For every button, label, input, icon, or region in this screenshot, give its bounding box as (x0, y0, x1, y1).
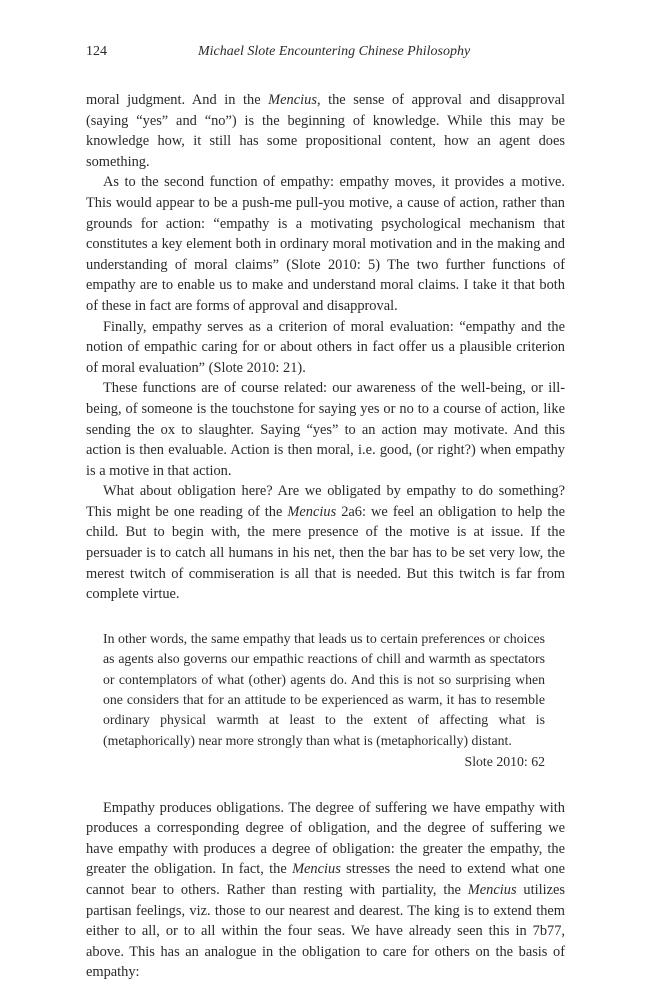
italic-title: Mencius (268, 92, 317, 108)
italic-title: Mencius (287, 503, 337, 520)
page-body (86, 90, 565, 983)
paragraph-second-function: As to the second function of empathy: empathy moves, it provides a motive. This would appear to be a push-me pull-you motive, a cause of action, rather than grounds for action: “empathy is a motivating psychological mechanism that constitutes a key element both in ordinary moral motivation and in the making and understanding of moral claims” (Slote 2010: 5) The two further functions of empathy are to enable us to make and understand moral claims. I take it that both of these in fact are forms of approval and disapproval. (86, 174, 565, 314)
text-span: 2a6: we feel an obligation to help the child. But to begin with, the mere presence of the motive is at issue. If the persuader is to catch all humans in his net, then the bar has to be set very low, the merest twitch of commiseration is all that is needed. But this twitch is far from complete virtue. (86, 503, 565, 603)
italic-title: Mencius (467, 882, 517, 899)
page-number: 124 (86, 44, 107, 59)
paragraph-produces-obligations (86, 798, 565, 983)
block-quote-citation: Slote 2010: 62 (464, 754, 545, 770)
text-span: utilizes partisan feelings, viz. those to our nearest and dearest. The king is to extend them either to all, or to all within the four seas. We have already seen this in 7b77, above. This has an analogue in the obligation to care for others on the basis of empathy: (86, 882, 565, 981)
running-head: Michael Slote Encountering Chinese Philosophy (198, 44, 471, 59)
block-quote-text: In other words, the same empathy that leads us to certain preferences or choices as agents also governs our empathic reactions of chill and warmth as spectators or contemplators of what (other) agents do. And this is not so surprising when one considers that for an attitude to be experienced as warm, it has to resemble ordinary physical warmth at least to the extent of affecting what is (metaphorically) near more strongly than what is (metaphorically) distant. (103, 630, 545, 748)
text-span: stresses the need to extend what one cannot bear to others. Rather than resting with partiality, the (86, 861, 565, 899)
italic-title: Mencius (292, 861, 341, 878)
text-span: Empathy produces obligations. The degree of suffering we have empathy with produces a corresponding degree of obligation, and the degree of suffering we have empathy with produces a degree of obligation: the greater the empathy, the greater the obligation. In fact, the (86, 799, 565, 878)
page-header (86, 44, 566, 66)
text-span: , the sense of approval and disapproval (saying “yes” and “no”) is the beginning of knowledge. While this may be knowledge how, it still has some propositional content, how an agent does something. (86, 92, 565, 170)
paragraph-criterion: Finally, empathy serves as a criterion of moral evaluation: “empathy and the notion of empathic caring for or about others in fact offer us a plausible criterion of moral evaluation” (Slote 2010: 21). (86, 318, 565, 376)
block-quote (103, 629, 545, 773)
text-span: moral judgment. And in the (86, 92, 269, 108)
paragraph-obligation (86, 481, 565, 605)
paragraph-continued (86, 90, 565, 172)
paragraph-functions-related: These functions are of course related: our awareness of the well-being, or ill-being, of someone is the touchstone for saying yes or no to a course of action, like sending the ox to slaughter. Saying “yes” to an action may motivate. And this action is then evaluable. Action is then moral, i.e. good, (or right?) when empathy is a motive in that action. (86, 380, 565, 479)
text-span: What about obligation here? Are we obligated by empathy to do something? This might be one reading of the (86, 483, 565, 520)
